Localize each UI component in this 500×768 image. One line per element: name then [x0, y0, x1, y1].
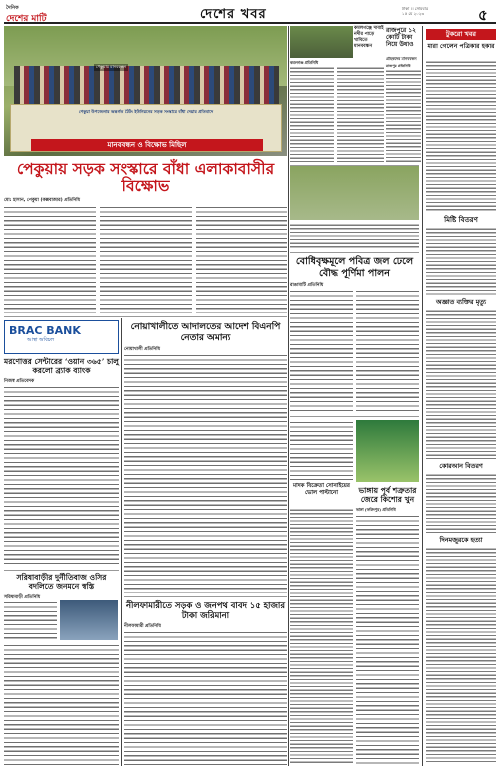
rule-left-1 — [4, 316, 287, 317]
photo-caption: পেকুয়ায় মানববন্ধন — [96, 64, 127, 69]
bhanga-headline: ভাঙ্গায় পূর্ব শত্রুতার জেরে কিশোর খুন — [358, 486, 417, 504]
buddha-col-2 — [356, 289, 419, 413]
side-col-1 — [290, 66, 334, 162]
sidebar-item-1-text — [426, 60, 496, 212]
lead-headline: পেকুয়ায় সড়ক সংস্কারে বাঁধা এলাকাবাসীর বিক্ষোভ — [16, 159, 275, 195]
sarishabari-text — [4, 643, 119, 765]
rajpur-byline: রাজপুর প্রতিনিধি — [386, 64, 411, 68]
sidebar-rule — [422, 26, 423, 766]
lead-byline: মো: হাসান, পেকুয়া (কক্সবাজার) প্রতিনিধি — [4, 198, 81, 203]
banner-bottom: মানববন্ধন ও বিক্ষোভ মিছিল — [31, 139, 263, 151]
nilphamari-byline: নীলফামারী প্রতিনিধি — [124, 624, 161, 629]
rule-mid-1 — [124, 596, 287, 597]
sidebar-item-2-text — [426, 227, 496, 295]
brac-text — [4, 385, 119, 567]
lead-col-1 — [4, 205, 96, 313]
brac-ad — [4, 320, 119, 354]
brac-name: BRAC BANK — [9, 324, 81, 337]
side-byline: কমলগঞ্জ প্রতিনিধি — [290, 60, 318, 65]
buddha-col-1 — [290, 289, 353, 413]
section-title: দেশের খবর — [200, 7, 267, 22]
lead-col-3 — [196, 205, 287, 313]
sidebar-item-5-text — [426, 547, 496, 762]
protest-banner — [10, 104, 282, 152]
column-rule-left — [288, 26, 289, 766]
sidebar-item-4-text — [426, 473, 496, 533]
rajpur-kicker: গ্রাহকদের মানববন্ধন — [386, 56, 417, 61]
sidebar-item-5-title: দিনমজুরকে হত্যা — [439, 536, 483, 544]
sarishabari-byline: সরিষাবাড়ী প্রতিনিধি — [4, 595, 41, 600]
rule-right-3 — [290, 416, 419, 417]
rajpur-photo-text — [290, 223, 419, 249]
brac-headline: মরণোত্তর সেন্টারের ‘ওয়ান ৩৬৫’ চালু করলো ব্র্যাক ব্যাংক — [4, 357, 119, 375]
small-mid-title: মাদক বিক্রেতা সোনাইয়ের ভোল পাল্টানো — [292, 483, 350, 496]
photo-crowd — [14, 66, 279, 106]
nilphamari-text — [124, 630, 287, 765]
sidebar-item-2-title: মিষ্টি বিতরণ — [444, 215, 478, 224]
date-line-1: ঢাকা ।। সোমবার — [402, 6, 429, 11]
brand-name: দেশের মাটি — [6, 14, 47, 24]
bhanga-photo — [356, 420, 419, 482]
side-col-2 — [337, 66, 384, 162]
mid-col-top — [290, 420, 353, 480]
rajpur-text — [386, 69, 421, 162]
sarishabari-col-a — [4, 600, 57, 640]
bhanga-byline: ভাঙ্গা (ফরিদপুর) প্রতিনিধি — [356, 507, 396, 512]
bhanga-text — [356, 514, 419, 765]
issue-date — [402, 6, 428, 16]
side-photo — [290, 26, 353, 58]
column-rule-mid — [121, 318, 122, 766]
sidebar-item-4-title: কোরআন বিতরণ — [439, 462, 483, 470]
sidebar-tag: টুকরো খবর — [426, 29, 496, 40]
rule-right-2 — [290, 252, 419, 253]
rajpur-photo — [290, 166, 419, 220]
rajpur-headline: রাজপুরে ১২ কোটি টাকা নিয়ে উধাও — [386, 27, 417, 48]
sidebar-item-1-title: মারা গেলেন পত্রিকার হকার — [427, 43, 495, 50]
small-mid-text — [290, 508, 353, 765]
noakhali-byline: নোয়াখালী প্রতিনিধি — [124, 347, 161, 352]
noakhali-text — [124, 353, 287, 593]
date-line-2: ১৫ মে ২০২৩ — [402, 11, 424, 16]
page-number: ৫ — [478, 6, 488, 24]
brac-byline: নিজস্ব প্রতিবেদক — [4, 379, 35, 384]
sarishabari-headline: সরিষাবাড়ীর দুর্নীতিবাজ ওসির বদলিতে জনমনে স্বস্তি — [16, 573, 107, 591]
sidebar-item-3-text — [426, 309, 496, 459]
sarishabari-photo — [60, 600, 118, 640]
nilphamari-headline: নীলফামারীতে সড়ক ও জনপথ বাবদ ১৫ হাজার টাকা জরিমানা — [126, 600, 285, 620]
noakhali-headline: নোয়াখালীতে আদালতের আদেশ বিএনপি নেতার অমান্য — [130, 322, 281, 343]
brand-sub: দৈনিক — [6, 5, 19, 11]
lead-col-2 — [100, 205, 192, 313]
side-headline: কমলগঞ্জে দাবাই নদীর পাড়ে খাবিতে মানববন্ধন — [354, 26, 384, 49]
buddha-headline: বোধিবৃক্ষমূলে পবিত্র জল ঢেলে বৌদ্ধ পূর্ণিমা পালন — [295, 256, 414, 279]
banner-text: পেকুয়া উপজেলার অন্তর্গত টৈটং ইউনিয়নের সড়ক সংস্কারে বাঁধা দেয়ার প্রতিবাদে — [78, 109, 214, 114]
rule-left-2 — [4, 570, 119, 571]
buddha-byline: রাঙামাটি প্রতিনিধি — [290, 283, 324, 288]
brand-logo — [6, 6, 47, 26]
lead-photo — [4, 26, 287, 156]
sidebar-item-3-title: অজ্ঞাত ব্যক্তির মৃত্যু — [436, 298, 486, 306]
brac-tagline: আস্থা অবিচল — [27, 337, 55, 343]
